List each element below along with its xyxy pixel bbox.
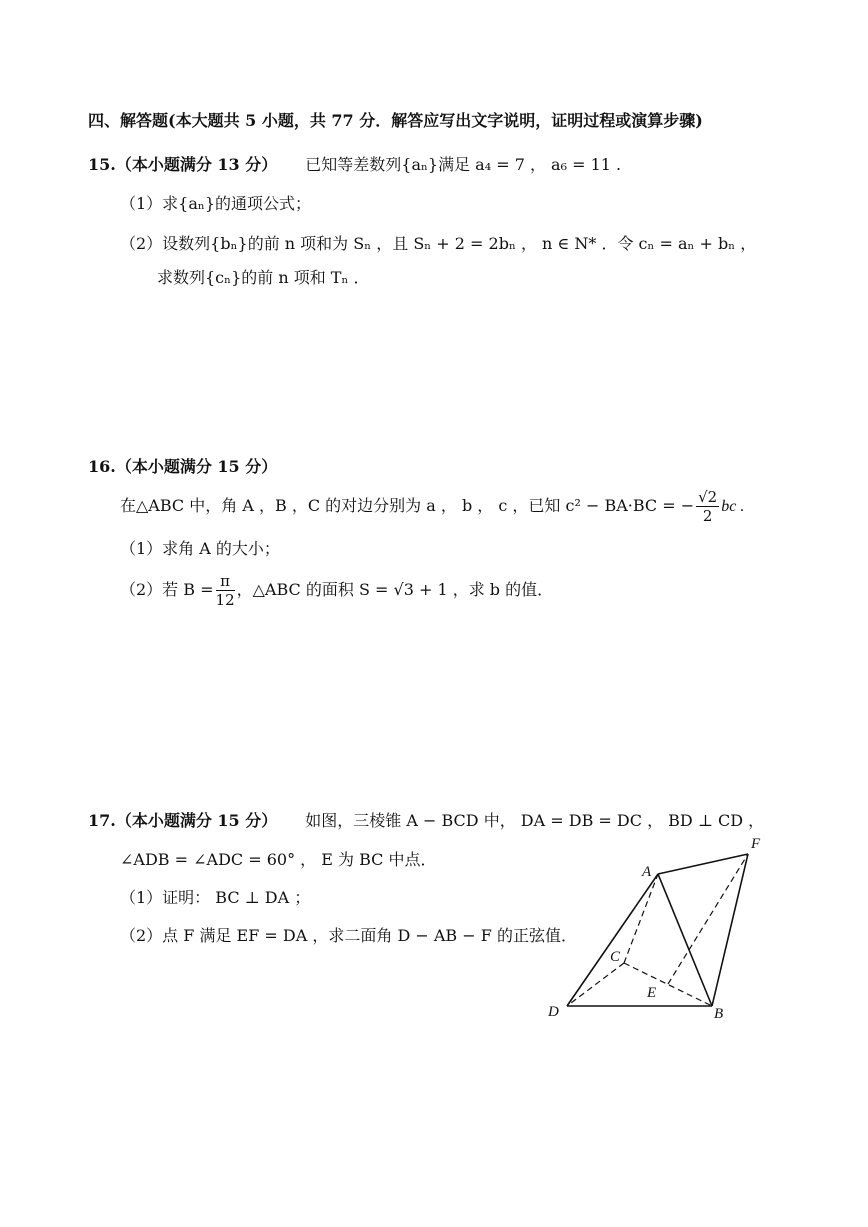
edge-CA: [624, 874, 658, 963]
tetrahedron-figure: [540, 828, 780, 1028]
question-16-score: （本小题满分 15 分）: [115, 457, 278, 476]
question-16-number: 16.: [88, 457, 116, 476]
question-15-score: （本小题满分 13 分）: [115, 155, 278, 174]
question-16-part-2-text: （2）若 B =: [120, 580, 214, 599]
question-15-part-2-line-1: （2）设数列{bₙ}的前 n 项和为 Sₙ ，且 Sₙ + 2 = 2bₙ ， n ∈ N* ．令 cₙ = aₙ + bₙ ，: [120, 234, 757, 253]
section-header: 四、解答题(本大题共 5 小题，共 77 分．解答应写出文字说明，证明过程或演算步骤): [88, 111, 703, 130]
question-17-stem-line-1: 如图，三棱锥 A − BCD 中， DA = DB = DC ， BD ⊥ CD ，: [305, 811, 765, 830]
frac-numerator: π: [216, 572, 235, 591]
edge-AB: [658, 874, 712, 1006]
question-16-heading: [88, 456, 277, 478]
question-17-score: （本小题满分 15 分）: [115, 811, 278, 830]
label-A: A: [642, 864, 652, 880]
question-16-part-2: [120, 568, 553, 612]
question-16-stem: [120, 484, 744, 528]
edge-AF: [658, 854, 748, 874]
question-15-part-2-line-2: 求数列{cₙ}的前 n 项和 Tₙ ．: [157, 268, 370, 287]
edge-DA: [567, 874, 658, 1006]
label-C: C: [610, 949, 621, 965]
label-F: F: [751, 836, 761, 852]
edge-CB: [624, 963, 712, 1006]
question-15-number: 15.: [88, 155, 116, 174]
question-17-stem-line-2: ∠ADB = ∠ADC = 60° ， E 为 BC 中点．: [120, 850, 437, 869]
question-16-part-1: （1）求角 A 的大小；: [120, 539, 280, 558]
question-17-number: 17.: [88, 811, 116, 830]
question-17-part-2: （2）点 F 满足 EF = DA ，求二面角 D − AB − F 的正弦值．: [120, 926, 577, 945]
question-15-part-1: （1）求{aₙ}的通项公式；: [120, 194, 312, 213]
label-B: B: [714, 1006, 724, 1022]
edge-FB: [712, 854, 748, 1006]
question-16-stem-text: 在△ABC 中，角 A ，B ，C 的对边分别为 a ， b ， c ，已知 c² − BA·BC = −: [120, 496, 695, 515]
frac-denominator: 2: [702, 507, 713, 525]
edge-CD: [567, 963, 624, 1006]
question-15-stem: 已知等差数列{aₙ}满足 a₄ = 7 ， a₆ = 11 .: [305, 155, 622, 174]
question-15-heading: [88, 154, 621, 176]
question-16-stem-tail: bc .: [721, 498, 745, 515]
question-16-part-2-tail: ，△ABC 的面积 S = √3 + 1 ，求 b 的值．: [236, 580, 554, 599]
label-E: E: [647, 985, 657, 1001]
frac-denominator: 12: [215, 591, 235, 609]
question-16-sqrt2-over-2: [696, 488, 719, 525]
question-16-pi-over-12: [216, 572, 235, 609]
question-17-part-1: （1）证明： BC ⊥ DA ；: [120, 888, 311, 907]
edge-EF: [668, 854, 748, 984]
label-D: D: [548, 1004, 559, 1020]
frac-numerator: √2: [698, 488, 718, 506]
